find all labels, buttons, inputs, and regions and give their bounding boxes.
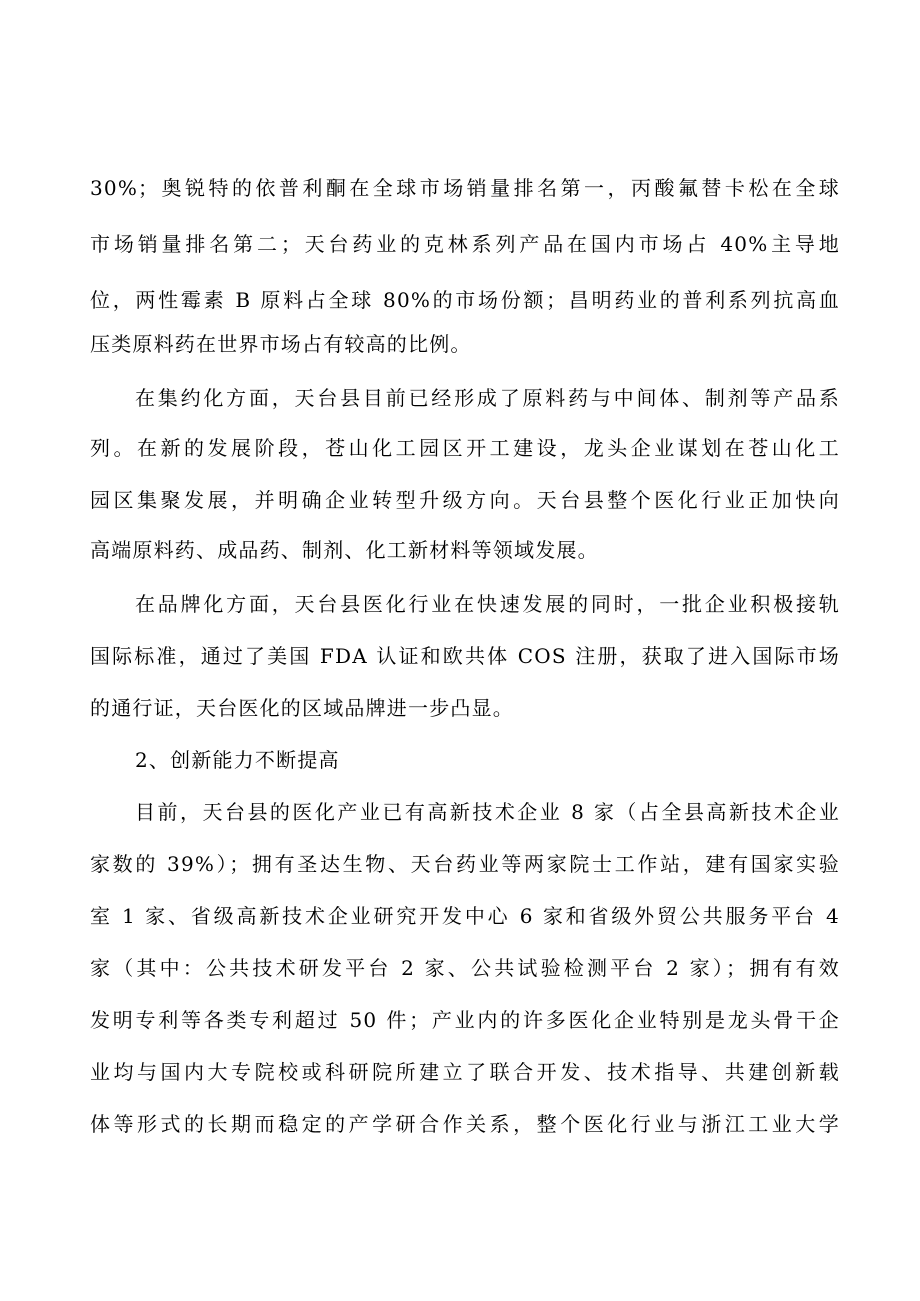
text-line: 国际标准，通过了美国 FDA 认证和欧共体 COS 注册，获取了进入国际市场 [90, 644, 840, 668]
paragraph-first-line: 在集约化方面，天台县目前已经形成了原料药与中间体、制剂等产品系 [135, 386, 840, 410]
text-line: 发明专利等各类专利超过 50 件；产业内的许多医化企业特别是龙头骨干企 [90, 1008, 840, 1032]
text-line: 业均与国内大专院校或科研院所建立了联合开发、技术指导、共建创新载 [90, 1060, 840, 1084]
text-line: 室 1 家、省级高新技术企业研究开发中心 6 家和省级外贸公共服务平台 4 [90, 904, 840, 928]
text-line: 列。在新的发展阶段，苍山化工园区开工建设，龙头企业谋划在苍山化工 [90, 436, 840, 460]
text-line: 位，两性霉素 B 原料占全球 80%的市场份额；昌明药业的普利系列抗高血 [90, 288, 840, 312]
text-line: 家数的 39%）；拥有圣达生物、天台药业等两家院士工作站，建有国家实验 [90, 852, 840, 876]
paragraph-first-line: 目前，天台县的医化产业已有高新技术企业 8 家（占全县高新技术企业 [135, 800, 840, 824]
text-line: 高端原料药、成品药、制剂、化工新材料等领域发展。 [90, 538, 599, 562]
text-line: 市场销量排名第二；天台药业的克林系列产品在国内市场占 40%主导地 [90, 232, 840, 256]
text-line: 的通行证，天台医化的区域品牌进一步凸显。 [90, 696, 514, 720]
text-line: 压类原料药在世界市场占有较高的比例。 [90, 332, 472, 356]
text-line: 体等形式的长期而稳定的产学研合作关系，整个医化行业与浙江工业大学 [90, 1112, 840, 1136]
text-line: 30%；奥锐特的依普利酮在全球市场销量排名第一，丙酸氟替卡松在全球 [90, 176, 840, 200]
paragraph-first-line: 在品牌化方面，天台县医化行业在快速发展的同时，一批企业积极接轨 [135, 592, 840, 616]
text-line: 园区集聚发展，并明确企业转型升级方向。天台县整个医化行业正加快向 [90, 488, 840, 512]
text-line: 家（其中：公共技术研发平台 2 家、公共试验检测平台 2 家）；拥有有效 [90, 956, 840, 980]
section-heading: 2、创新能力不断提高 [135, 748, 340, 772]
